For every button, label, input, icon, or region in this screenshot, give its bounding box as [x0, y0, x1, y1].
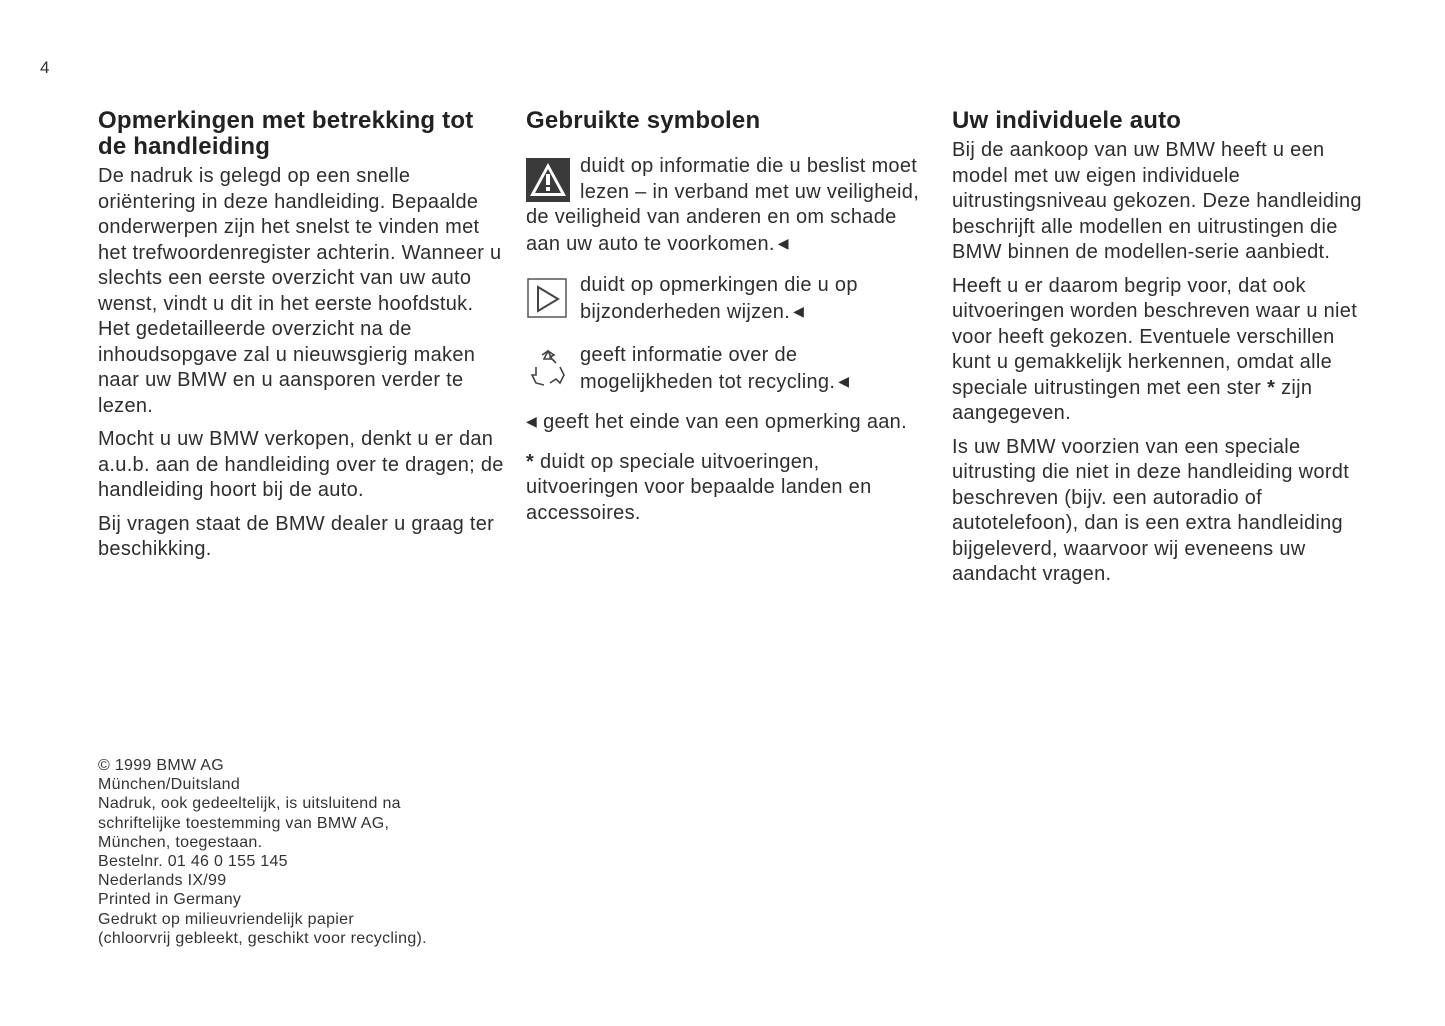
- symbol-recycling: [526, 343, 934, 395]
- paragraph: Bij vragen staat de BMW dealer u graag ter beschikking.: [98, 512, 495, 560]
- imprint-line: Nederlands IX/99: [98, 872, 227, 890]
- heading-symbols: Gebruikte symbolen: [526, 107, 761, 134]
- paragraph: Mocht u uw BMW verkopen, denkt u er dan a.u.b. aan de handleiding over te dragen; de handleiding hoort bij de auto.: [98, 428, 504, 501]
- imprint-line: (chloorvrij gebleekt, geschikt voor recycling).: [98, 929, 427, 947]
- imprint-line: München, toegestaan.: [98, 833, 263, 851]
- imprint-line: Printed in Germany: [98, 891, 242, 909]
- end-marker-explanation: ◀ geeft het einde van een opmerking aan.: [526, 411, 907, 433]
- symbol-text: geeft informatie over de mogelijkheden tot recycling. ◀: [580, 344, 850, 393]
- imprint-line: © 1999 BMW AG: [98, 757, 224, 774]
- star-icon: *: [1267, 376, 1276, 399]
- imprint-line: Nadruk, ook gedeeltelijk, is uitsluitend na: [98, 795, 401, 813]
- end-marker-icon: ◀: [526, 413, 538, 429]
- end-marker-icon: ◀: [793, 302, 805, 319]
- column-symbols: [526, 108, 934, 534]
- column-individual-car: [952, 108, 1362, 596]
- heading-individual-car: Uw individuele auto: [952, 107, 1182, 134]
- imprint-line: schriftelijke toestemming van BMW AG,: [98, 814, 390, 832]
- heading-manual-notes: Opmerkingen met betrekking tot de handleiding: [98, 107, 474, 160]
- recycling-icon: [526, 347, 570, 391]
- symbol-note: [526, 273, 934, 325]
- column-manual-notes: [98, 108, 508, 571]
- paragraph: Is uw BMW voorzien van een speciale uitrusting die niet in deze handleiding wordt beschreven (bijv. een autoradio of autotelefoon), dan is een extra handleiding bijgeleverd, waarvoor wij eveneens uw aandacht vragen.: [952, 435, 1350, 585]
- symbol-text: duidt op informatie die u beslist moet lezen – in verband met uw veiligheid, de veiligheid van anderen en om schade aan uw auto te voorkomen. ◀: [526, 155, 920, 255]
- paragraph: Heeft u er daarom begrip voor, dat ook uitvoeringen worden beschreven waar u niet voor heeft gekozen. Eventuele verschillen kunt u gemakkelijk herkennen, omdat alle speciale uitrustingen met een ster * zijn aangegeven.: [952, 274, 1358, 424]
- end-marker-icon: ◀: [777, 234, 789, 251]
- star-explanation: * duidt op speciale uitvoeringen, uitvoeringen voor bepaalde landen en accessoires.: [526, 450, 872, 524]
- star-icon: *: [526, 450, 535, 473]
- imprint-line: Gedrukt op milieuvriendelijk papier: [98, 910, 354, 928]
- end-marker-icon: ◀: [838, 372, 850, 389]
- warning-triangle-icon: [526, 158, 570, 202]
- paragraph: De nadruk is gelegd op een snelle oriëntering in deze handleiding. Bepaalde onderwerpen zijn het snelst te vinden met het trefwoordenregister achterin. Wanneer u slechts een eerste overzicht van uw auto wenst, vindt u dit in het eerste hoofdstuk. Het gedetailleerde overzicht na de inhoudsopgave zal u nieuwsgierig maken naar uw BMW en u aansporen verder te lezen.: [98, 165, 502, 417]
- paragraph: Bij de aankoop van uw BMW heeft u een model met uw eigen individuele uitrustingsniveau gekozen. Deze handleiding beschrijft alle modellen en uitrustingen die BMW binnen de modellen-serie aanbiedt.: [952, 139, 1362, 263]
- symbol-text: duidt op opmerkingen die u op bijzonderheden wijzen. ◀: [580, 274, 858, 323]
- symbol-warning: [526, 154, 934, 257]
- imprint-line: München/Duitsland: [98, 776, 241, 794]
- page-number: 4: [40, 58, 50, 77]
- note-arrow-icon: [526, 277, 570, 321]
- imprint: [98, 756, 518, 948]
- imprint-line: Bestelnr. 01 46 0 155 145: [98, 853, 288, 871]
